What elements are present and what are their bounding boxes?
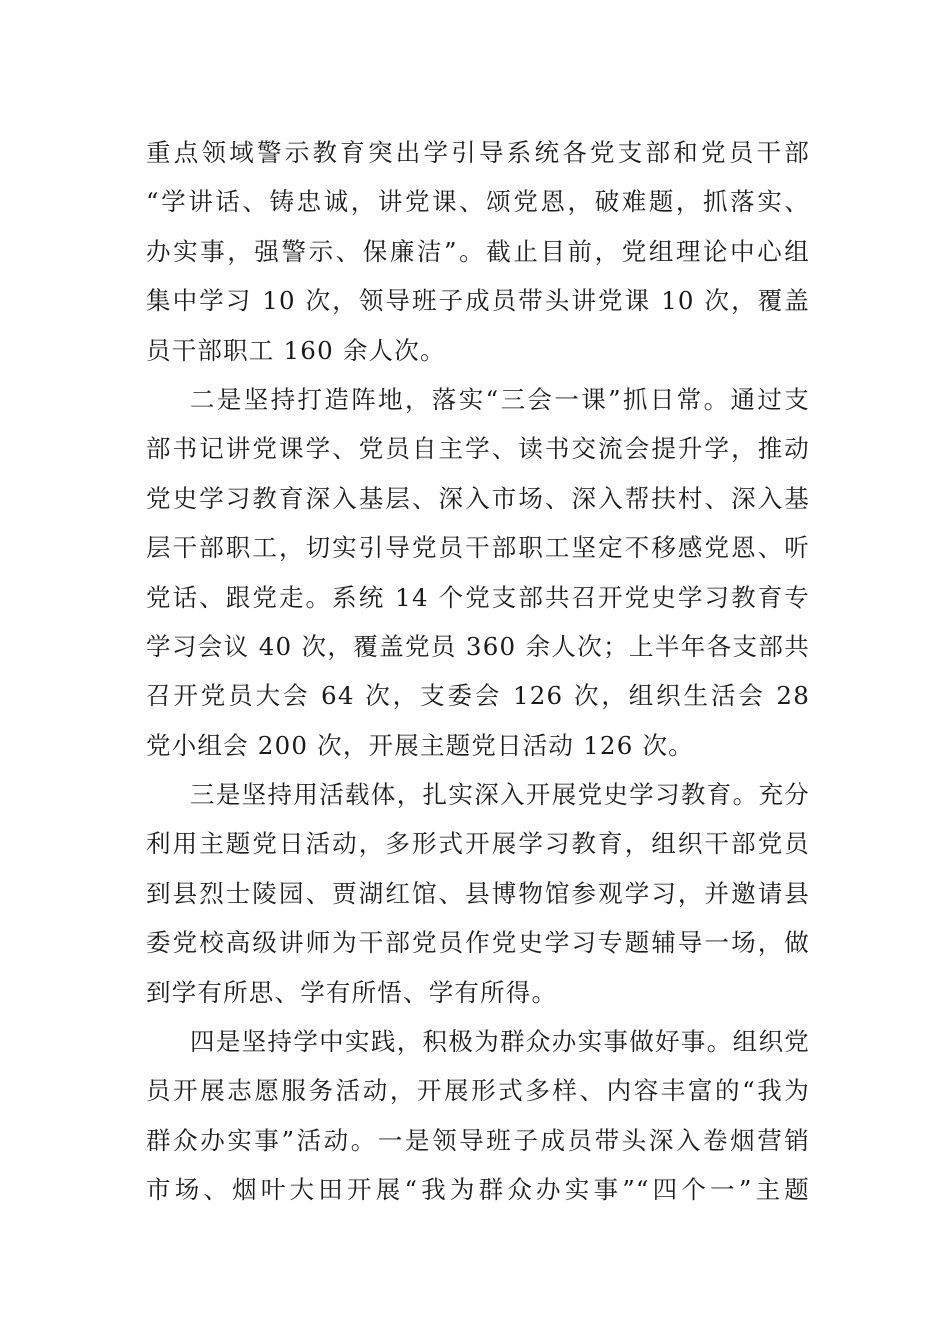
text-line: 办实事，强警示、保廉洁”。截止目前，党组理论中心组 [146,236,810,266]
text-line: 部书记讲党课学、党员自主学、读书交流会提升学，推动 [146,434,810,464]
text-line: 党小组会 200 次，开展主题党日活动 126 次。 [146,730,694,760]
text-line: 群众办实事”活动。一是领导班子成员带头深入卷烟营销 [146,1125,810,1155]
paragraph-start-line: 三是坚持用活载体，扎实深入开展党史学习教育。充分 [190,780,810,810]
text-line: 市场、烟叶大田开展“我为群众办实事”“四个一”主题 [146,1175,810,1205]
text-line: 员干部职工 160 余人次。 [146,335,446,365]
text-line: 召开党员大会 64 次，支委会 126 次，组织生活会 28 [146,681,810,711]
text-line: 学习会议 40 次，覆盖党员 360 余人次；上半年各支部共 [146,631,810,661]
text-line: “学讲话、铸忠诚，讲党课、颂党恩，破难题，抓落实、 [146,187,810,217]
text-line: 重点领域警示教育突出学引导系统各党支部和党员干部 [146,138,810,167]
text-line: 集中学习 10 次，领导班子成员带头讲党课 10 次，覆盖 [146,286,810,316]
paragraph-start-line: 二是坚持打造阵地，落实“三会一课”抓日常。通过支 [190,384,810,414]
text-line: 党史学习教育深入基层、深入市场、深入帮扶村、深入基 [146,483,810,513]
text-line: 到县烈士陵园、贾湖红馆、县博物馆参观学习，并邀请县 [146,878,810,908]
text-line: 层干部职工，切实引导党员干部职工坚定不移感党恩、听 [146,533,810,563]
document-body [146,128,810,1215]
text-line: 委党校高级讲师为干部党员作党史学习专题辅导一场，做 [146,928,810,958]
text-line: 党话、跟党走。系统 14 个党支部共召开党史学习教育专 [146,582,810,612]
text-line: 到学有所思、学有所悟、学有所得。 [146,977,558,1007]
paragraph-start-line: 四是坚持学中实践，积极为群众办实事做好事。组织党 [190,1027,810,1057]
text-line: 利用主题党日活动，多形式开展学习教育，组织干部党员 [146,829,810,859]
text-line: 员开展志愿服务活动，开展形式多样、内容丰富的“我为 [146,1076,810,1106]
